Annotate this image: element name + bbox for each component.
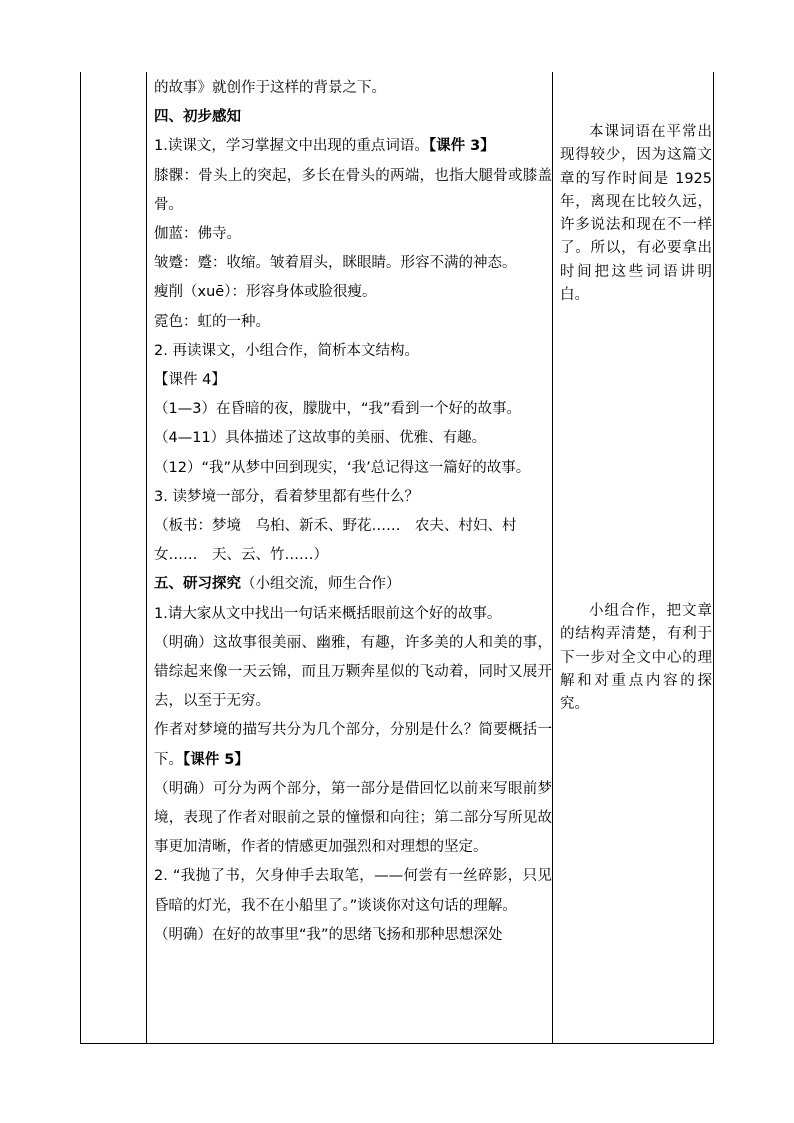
teaching-content	[154, 74, 552, 950]
section-5-item-1: 1.请大家从文中找出一句话来概括眼前这个好的故事。	[154, 605, 502, 622]
vocab-item: 瘦削（xuē）：形容身体或脸很瘦。	[154, 284, 377, 301]
table-divider-1	[146, 72, 147, 1044]
courseware-badge-3: 【课件 3】	[428, 138, 495, 155]
design-note-2-text: 小组合作，把文章的结构弄清楚，有利于下一步对全文中心的理解和对重点内容的探究。	[560, 603, 712, 713]
answer-1: （明确）这故事很美丽、幽雅，有趣，许多美的人和美的事，错综起来像一天云锦，而且万颗奔星似的飞动着，同时又展开去，以至于无穷。	[154, 634, 552, 710]
vocab-item: 膝髁：骨头上的突起，多长在骨头的两端，也指大腿骨或膝盖骨。	[154, 167, 552, 213]
intro-tail: 的故事》就创作于这样的背景之下。	[154, 80, 386, 96]
courseware-badge-4: 【课件 4】	[154, 372, 226, 389]
board-notes-line-2: 女…… 天、云、竹……）	[154, 547, 328, 564]
answer-2: （明确）可分为两个部分，第一部分是借回忆以前来写眼前梦境，表现了作者对眼前之景的憧憬和向往；第二部分写所见故事更加清晰，作者的情感更加强烈和对理想的坚定。	[154, 780, 552, 856]
question-2: 作者对梦境的描写共分为几个部分，分别是什么？简要概括一下。【课件 5】	[154, 722, 552, 768]
table-border-right	[713, 72, 714, 1044]
table-border-left	[80, 72, 81, 1044]
table-divider-2	[552, 72, 553, 1044]
vocab-item: 皱蹙：蹙：收缩。皱着眉头，眯眼睛。形容不满的神态。	[154, 255, 517, 272]
design-note-2	[560, 600, 712, 716]
structure-item: （1—3）在昏暗的夜，朦胧中，“我”看到一个好的故事。	[154, 401, 521, 418]
design-note-1-text: 本课词语在平常出现得较少，因为这篇文章的写作时间是 1925 年，离现在比较久远，许多说法和现在不一样了。所以，有必要拿出时间把这些词语讲明白。	[560, 124, 712, 304]
section-5-note: （小组交流，师生合作）	[241, 576, 401, 593]
board-notes-line-1: （板书：梦境 乌桕、新禾、野花…… 农夫、村妇、村	[154, 518, 517, 535]
answer-3: （明确）在好的故事里“我”的思绪飞扬和那种思想深处	[154, 926, 503, 943]
section-4-title: 四、初步感知	[154, 109, 241, 126]
section-5-heading	[154, 570, 552, 599]
vocab-item: 伽蓝：佛寺。	[154, 226, 241, 243]
section-4-item-2: 2. 再读课文，小组合作，简析本文结构。	[154, 342, 419, 359]
vocab-item: 霓色：虹的一种。	[154, 313, 270, 330]
structure-item: （4—11）具体描述了这故事的美丽、优雅、有趣。	[154, 430, 487, 447]
section-5-title: 五、研习探究	[154, 576, 241, 593]
structure-item: （12）“我”从梦中回到现实，‘我’总记得这一篇好的故事。	[154, 459, 531, 476]
table-border-bottom	[80, 1043, 714, 1044]
section-4-item-1: 1.读课文，学习掌握文中出现的重点词语。【课件 3】	[154, 138, 495, 155]
section-4-item-3: 3. 读梦境一部分，看着梦里都有些什么？	[154, 488, 419, 505]
section-5-item-2: 2. “我抛了书，欠身伸手去取笔，——何尝有一丝碎影，只见昏暗的灯光，我不在小船里了。”谈谈你对这句话的理解。	[154, 868, 552, 914]
courseware-badge-5: 【课件 5】	[183, 751, 249, 768]
design-note-1	[560, 121, 712, 307]
